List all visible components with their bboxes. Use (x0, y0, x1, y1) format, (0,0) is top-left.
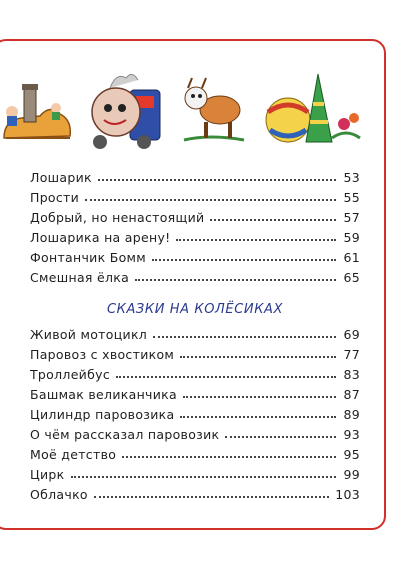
toc-entry[interactable] (30, 342, 360, 362)
toc-entry-page: 61 (343, 250, 360, 265)
toc-entry-page: 69 (343, 327, 360, 342)
toc-entry-title: Паровоз с хвостиком (30, 347, 175, 362)
toc-entry[interactable] (30, 185, 360, 205)
dot-leader (98, 178, 336, 181)
toc-entry-title: Лошарика на арену! (30, 230, 171, 245)
toc-entry-title: Троллейбус (30, 367, 110, 382)
dot-leader (210, 218, 336, 221)
toc-entry-page: 89 (343, 407, 360, 422)
toc-entry-title: Цилиндр паровозика (30, 407, 175, 422)
dot-leader (135, 278, 336, 281)
toc-entry[interactable] (30, 402, 360, 422)
dot-leader (85, 198, 336, 201)
dot-leader (180, 355, 336, 358)
toc-entry[interactable] (30, 245, 360, 265)
toc-entry[interactable] (30, 322, 360, 342)
toc-entry-title: О чём рассказал паровозик (30, 427, 220, 442)
toc-entry[interactable] (30, 462, 360, 482)
toc-entry-title: Цирк (30, 467, 65, 482)
dot-leader (116, 375, 336, 378)
toc-entry[interactable] (30, 165, 360, 185)
dot-leader (122, 455, 336, 458)
toc-entry-page: 65 (343, 270, 360, 285)
calf-illustration (180, 68, 248, 146)
dot-leader (180, 415, 336, 418)
dot-leader (152, 258, 336, 261)
toc-entry-page: 77 (343, 347, 360, 362)
shoe-house-illustration (0, 68, 76, 148)
toc-entry-title: Моё детство (30, 447, 117, 462)
toc-entry-title: Лошарик (30, 170, 92, 185)
dot-leader (176, 238, 336, 241)
toc-entry-page: 59 (343, 230, 360, 245)
illustration-row (0, 68, 410, 154)
toc-entry-page: 95 (343, 447, 360, 462)
toc-entry-title: Фонтанчик Бомм (30, 250, 147, 265)
toc-entry[interactable] (30, 482, 360, 502)
dot-leader (225, 435, 336, 438)
toc-entry-page: 93 (343, 427, 360, 442)
toc-entry[interactable] (30, 225, 360, 245)
toc-entry-title: Башмак великанчика (30, 387, 177, 402)
toc-entry[interactable] (30, 442, 360, 462)
toc-entry-page: 87 (343, 387, 360, 402)
toys-illustration (262, 68, 362, 146)
toc-entry-page: 55 (343, 190, 360, 205)
section-heading: СКАЗКИ НА КОЛЁСИКАХ (106, 302, 284, 317)
toc-entry-title: Живой мотоцикл (30, 327, 148, 342)
toc-entry-page: 53 (343, 170, 360, 185)
toc-entry-title: Добрый, но ненастоящий (30, 210, 205, 225)
toc-entry-title: Облачко (30, 487, 88, 502)
toc-entry-page: 83 (343, 367, 360, 382)
toc-entry[interactable] (30, 362, 360, 382)
toc-entry-title: Смешная ёлка (30, 270, 130, 285)
dot-leader (71, 475, 336, 478)
toc-entry[interactable] (30, 205, 360, 225)
dot-leader (94, 495, 329, 498)
dot-leader (183, 395, 336, 398)
toc-entry[interactable] (30, 265, 360, 285)
toc-entry[interactable] (30, 422, 360, 442)
dot-leader (153, 335, 336, 338)
toc-entry-title: Прости (30, 190, 80, 205)
toc-entry-page: 103 (335, 487, 360, 502)
toc-entry[interactable] (30, 382, 360, 402)
toc-entry-page: 57 (343, 210, 360, 225)
train-illustration (82, 68, 168, 150)
toc-entry-page: 99 (343, 467, 360, 482)
